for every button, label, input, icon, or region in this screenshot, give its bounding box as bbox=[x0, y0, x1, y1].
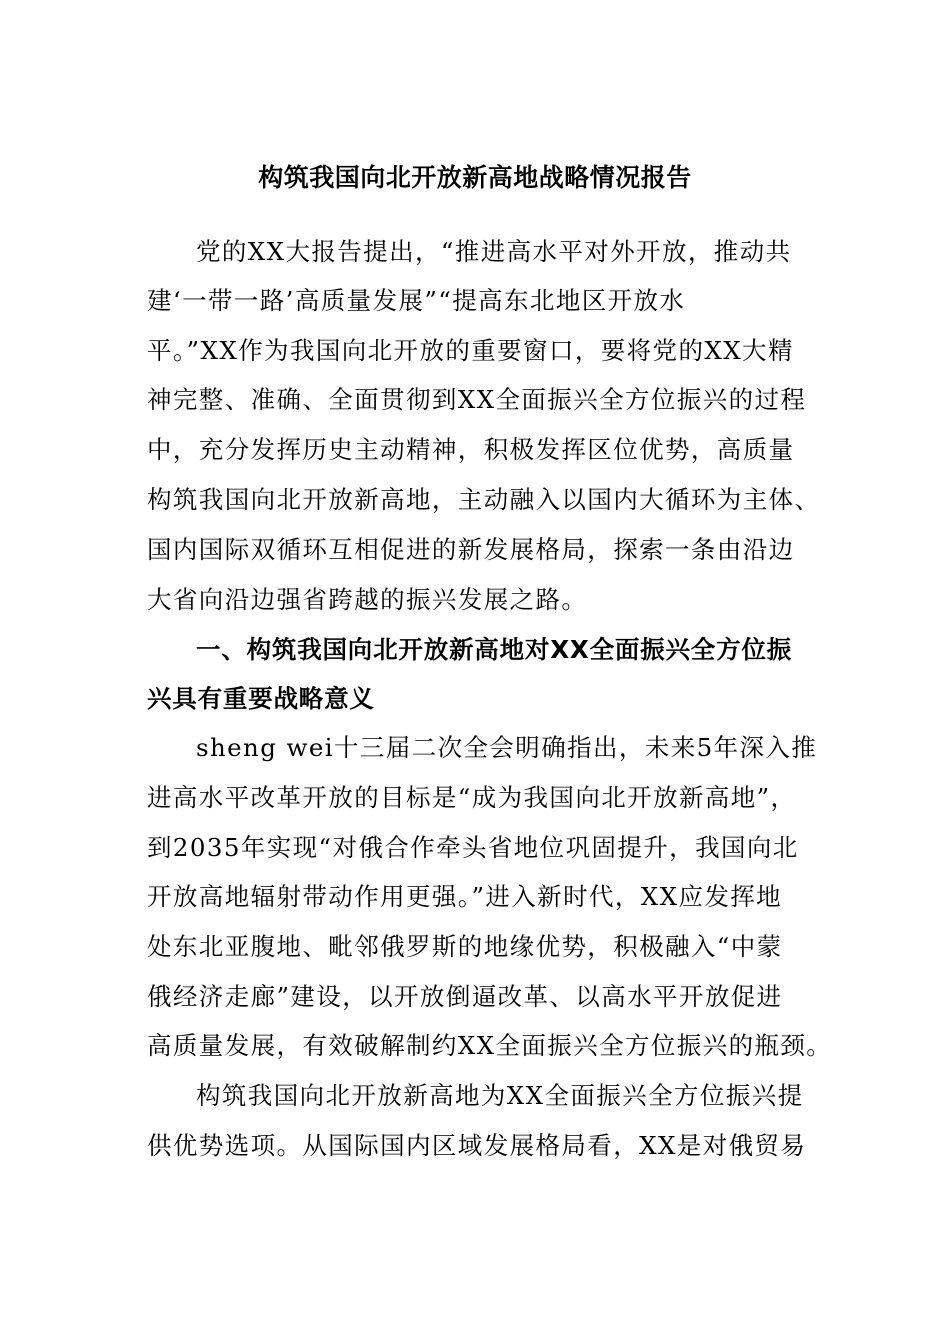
paragraph-line: sheng wei十三届二次全会明确指出，未来5年深入推 bbox=[196, 733, 818, 762]
paragraph-line: 构筑我国向北开放新高地为XX全面振兴全方位振兴提 bbox=[196, 1081, 804, 1110]
paragraph-line: 处东北亚腹地、毗邻俄罗斯的地缘优势，积极融入“中蒙 bbox=[147, 932, 783, 961]
paragraph-line: 俄经济走廊”建设，以开放倒逼改革、以高水平开放促进 bbox=[147, 982, 783, 1011]
paragraph-line: 神完整、准确、全面贯彻到XX全面振兴全方位振兴的过程 bbox=[147, 385, 807, 414]
heading-line: 一、构筑我国向北开放新高地对XX全面振兴全方位振 bbox=[196, 635, 792, 664]
paragraph-line: 供优势选项。从国际国内区域发展格局看，XX是对俄贸易 bbox=[147, 1131, 807, 1160]
paragraph-line: 大省向沿边强省跨越的振兴发展之路。 bbox=[147, 585, 588, 614]
heading-line: 兴具有重要战略意义 bbox=[147, 684, 375, 713]
paragraph-line: 党的XX大报告提出，“推进高水平对外开放，推动共 bbox=[196, 237, 792, 266]
document-title: 构筑我国向北开放新高地战略情况报告 bbox=[258, 163, 692, 192]
paragraph-line: 中，充分发挥历史主动精神，积极发挥区位优势，高质量 bbox=[147, 435, 795, 464]
paragraph-line: 平。”XX作为我国向北开放的重要窗口，要将党的XX大精 bbox=[147, 336, 794, 365]
paragraph-line: 开放高地辐射带动作用更强。”进入新时代，XX应发挥地 bbox=[147, 882, 783, 911]
paragraph-line: 高质量发展，有效破解制约XX全面振兴全方位振兴的瓶颈。 bbox=[147, 1031, 833, 1060]
paragraph-line: 建‘一带一路’高质量发展”“提高东北地区开放水 bbox=[147, 286, 686, 315]
paragraph-line: 构筑我国向北开放新高地，主动融入以国内大循环为主体、 bbox=[147, 485, 821, 514]
paragraph-line: 国内国际双循环互相促进的新发展格局，探索一条由沿边 bbox=[147, 535, 795, 564]
paragraph-line: 进高水平改革开放的目标是“成为我国向北开放新高地”， bbox=[147, 783, 797, 812]
paragraph-line: 到2035年实现“对俄合作牵头省地位巩固提升，我国向北 bbox=[147, 833, 799, 862]
